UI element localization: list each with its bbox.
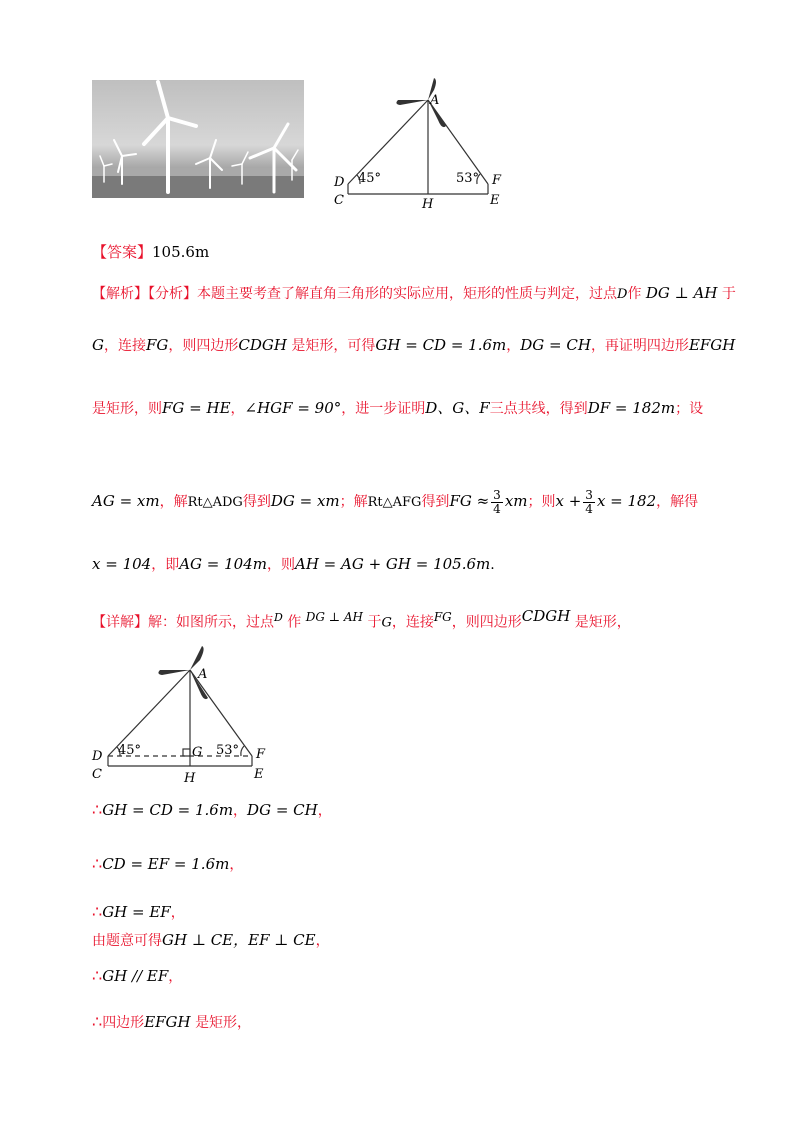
- analysis-line-2: [92, 335, 735, 356]
- answer-line: [92, 242, 209, 262]
- math: xm: [504, 492, 528, 510]
- detail-tag: 【详解】: [92, 614, 148, 631]
- label-G: G: [192, 745, 203, 760]
- text: ，: [315, 933, 330, 949]
- math: FG: [433, 610, 452, 624]
- step-6: [92, 1012, 251, 1033]
- angle-53: 53°: [216, 743, 240, 758]
- math: DG = xm: [270, 492, 340, 510]
- analysis-line-4: [92, 484, 698, 520]
- text: 于: [367, 614, 382, 631]
- text: ，再证明四边形: [590, 338, 689, 354]
- angle-53: 53°: [456, 171, 480, 186]
- math: D: [274, 611, 283, 624]
- math: AG = 104m: [179, 555, 267, 573]
- text: ，解: [159, 494, 188, 510]
- step-1: [92, 800, 332, 821]
- label-C: C: [334, 193, 344, 208]
- detail-line: [92, 606, 631, 634]
- text: ，连接: [391, 614, 434, 631]
- text: ，: [229, 857, 244, 873]
- text: 是矩形，: [195, 1015, 252, 1031]
- math: DG = CH: [520, 336, 591, 354]
- therefore-symbol: ∴: [92, 966, 103, 985]
- text: 解：如图所示，过点: [148, 614, 274, 631]
- text: 四边形: [102, 1015, 145, 1031]
- math: AG = xm: [92, 492, 160, 510]
- math: FG ≈: [449, 492, 490, 510]
- fraction: [491, 489, 503, 516]
- therefore-symbol: ∴: [92, 800, 103, 819]
- fraction-numerator: 3: [585, 487, 593, 502]
- math: FG: [145, 336, 169, 354]
- analysis-line-1: [92, 283, 736, 305]
- math: CDGH: [238, 336, 287, 354]
- math: EFGH: [144, 1013, 191, 1031]
- text: ，: [230, 401, 245, 417]
- text: ，: [506, 338, 521, 354]
- math: DG ⊥ AH: [305, 610, 363, 624]
- label-E: E: [490, 193, 500, 208]
- therefore-symbol: ∴: [92, 902, 103, 921]
- text: 是矩形，则: [92, 401, 162, 417]
- text: 是矩形，: [574, 614, 631, 631]
- math: Rt△AFG: [367, 495, 422, 510]
- analysis-line-3: [92, 398, 703, 419]
- math: FG = HE: [162, 399, 231, 417]
- fraction-denominator: 4: [493, 501, 501, 516]
- math: ∠HGF = 90°: [244, 399, 342, 417]
- text: ，则四边形: [168, 338, 239, 354]
- label-F: F: [256, 747, 266, 762]
- text: 作: [627, 286, 642, 302]
- text: 于: [721, 286, 736, 302]
- geometry-figure-2: [88, 640, 288, 788]
- label-A: A: [198, 667, 208, 682]
- text: ，进一步证明: [341, 401, 426, 417]
- text: 由题意可得: [92, 933, 162, 949]
- step-3: [92, 902, 185, 923]
- math: GH = CD = 1.6m: [102, 801, 234, 819]
- math: GH = CD = 1.6m: [375, 336, 507, 354]
- math: G: [92, 336, 104, 354]
- fraction-denominator: 4: [585, 501, 593, 516]
- geometry-figure-1: [330, 76, 520, 216]
- text: ，: [233, 803, 248, 819]
- label-H: H: [422, 197, 434, 212]
- text: .: [490, 557, 495, 573]
- analysis-text: 本题主要考查了解直角三角形的实际应用，矩形的性质与判定，过点: [197, 286, 617, 302]
- text: 是矩形，可得: [291, 338, 376, 354]
- wind-turbine-photo: [92, 80, 304, 198]
- math: x = 104: [92, 555, 152, 573]
- fraction: [583, 489, 595, 516]
- math: D、G、F: [425, 399, 490, 417]
- label-C: C: [92, 767, 102, 782]
- math: CD = EF = 1.6m: [102, 855, 230, 873]
- text: ，则: [266, 557, 295, 573]
- label-H: H: [184, 771, 196, 786]
- text: ；解: [339, 494, 368, 510]
- step-2: [92, 854, 243, 875]
- math: Rt△ADG: [187, 495, 243, 510]
- analysis-line-5: [92, 554, 495, 575]
- text: 作: [287, 614, 302, 631]
- math: G: [381, 615, 392, 631]
- math: GH ⊥ CE，EF ⊥ CE: [162, 931, 316, 949]
- text: ，: [170, 905, 185, 921]
- label-F: F: [492, 173, 502, 188]
- math: x +: [555, 492, 582, 510]
- angle-45: 45°: [358, 171, 382, 186]
- text: 三点共线，得到: [489, 401, 588, 417]
- math: EFGH: [688, 336, 736, 354]
- therefore-symbol: ∴: [92, 1012, 103, 1031]
- label-D: D: [334, 175, 345, 190]
- text: ，解得: [656, 494, 699, 510]
- label-A: A: [430, 93, 440, 108]
- text: ；则: [527, 494, 556, 510]
- math: AH = AG + GH = 105.6m: [294, 555, 491, 573]
- answer-value: 105.6m: [152, 243, 210, 261]
- text: ，: [317, 803, 332, 819]
- text: ，: [168, 969, 183, 985]
- angle-45: 45°: [118, 743, 142, 758]
- text: 得到: [242, 494, 271, 510]
- math: CDGH: [521, 607, 571, 625]
- text: ，即: [151, 557, 180, 573]
- math: DG ⊥ AH: [645, 284, 718, 302]
- math: D: [617, 287, 628, 302]
- therefore-symbol: ∴: [92, 854, 103, 873]
- label-D: D: [92, 749, 103, 764]
- label-E: E: [254, 767, 264, 782]
- answer-tag: 【答案】: [92, 243, 153, 261]
- math: GH // EF: [102, 967, 169, 985]
- text: ，连接: [103, 338, 146, 354]
- fraction-numerator: 3: [493, 487, 501, 502]
- analysis-tag: 【解析】【分析】: [92, 286, 197, 302]
- math: DF = 182m: [587, 399, 676, 417]
- step-4: [92, 930, 330, 951]
- math: GH = EF: [102, 903, 171, 921]
- math: x = 182: [596, 492, 657, 510]
- math: DG = CH: [247, 801, 318, 819]
- text: ；设: [675, 401, 704, 417]
- text: ，则四边形: [451, 614, 522, 631]
- text: 得到: [421, 494, 450, 510]
- step-5: [92, 966, 182, 987]
